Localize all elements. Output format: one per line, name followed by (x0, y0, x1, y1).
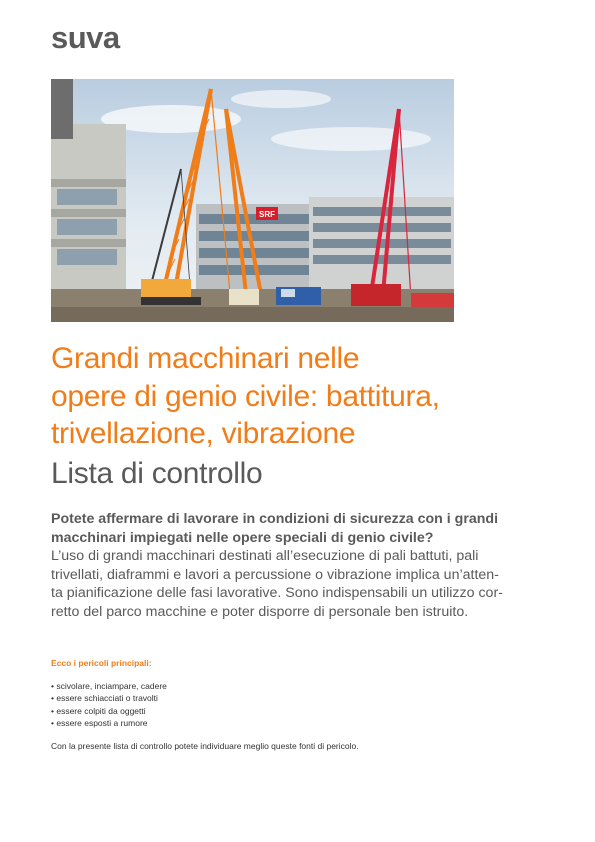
title-line: trivellazione, vibrazione (51, 417, 356, 450)
intro-paragraph (51, 510, 536, 622)
building-center (196, 204, 316, 294)
svg-text:SRF: SRF (259, 210, 275, 219)
suva-logo: suva (51, 20, 120, 55)
intro-lead: Potete affermare di lavorare in condizioni di sicurezza con i grandi macchinari impiegati nelle opere speciali di genio civile? (51, 511, 499, 546)
dangers-section (51, 657, 531, 752)
danger-item: • essere esposti a rumore (51, 717, 531, 730)
intro-body-line: retto del parco macchine e poter disporre di personale ben istruito. (51, 603, 469, 620)
dangers-list (51, 680, 531, 730)
title-line: Grandi macchinari nelle (51, 342, 360, 375)
intro-body-line: trivellati, diaframmi e lavori a percussione o vibrazione implica un’atten- (51, 566, 499, 583)
dangers-closing: Con la presente lista di controllo potete individuare meglio queste fonti di pericolo. (51, 740, 359, 751)
document-subtitle: Lista di controllo (51, 457, 263, 490)
danger-item: • essere colpiti da oggetti (51, 705, 531, 718)
danger-item: • essere schiacciati o travolti (51, 692, 531, 705)
cover-photo (51, 79, 454, 322)
document-title (51, 340, 571, 453)
intro-body-line: L’uso di grandi macchinari destinati all’esecuzione di pali battuti, pali (51, 548, 479, 565)
title-line: opere di genio civile: battitura, (51, 379, 440, 413)
dangers-heading: Ecco i pericoli principali: (51, 658, 152, 668)
danger-item: • scivolare, inciampare, cadere (51, 680, 531, 693)
intro-body-line: ta pianificazione delle fasi lavorative. Sono indispensabili un utilizzo cor- (51, 585, 503, 602)
